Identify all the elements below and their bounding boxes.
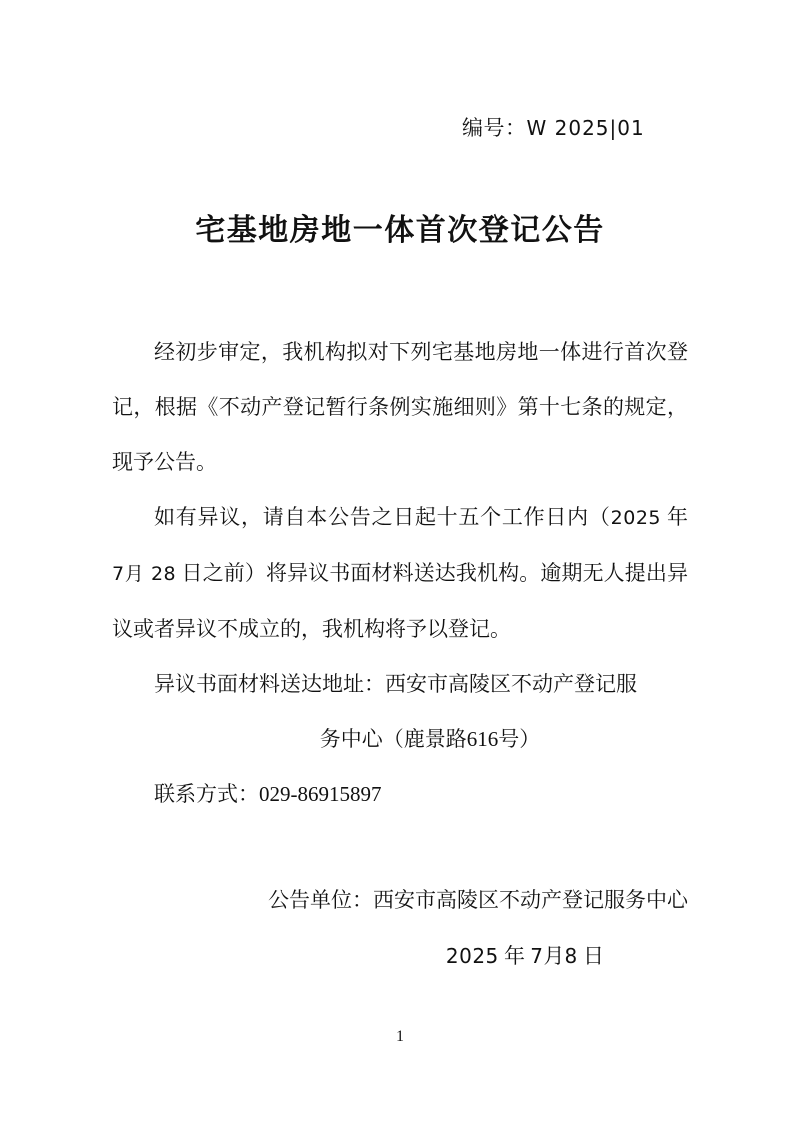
paragraph-objection	[112, 490, 688, 657]
objection-month-day: 7月 28	[112, 563, 177, 585]
objection-day-unit: 日之前）	[181, 561, 266, 585]
contact-value: 029-86915897	[259, 782, 382, 806]
document-body	[112, 325, 688, 822]
page-number: 1	[396, 1028, 404, 1045]
document-number-value: W 2025|01	[526, 116, 645, 140]
contact-line	[112, 767, 688, 822]
issue-date-year: 2025	[445, 944, 499, 968]
address-line-2: 务中心（鹿景路616号）	[319, 727, 541, 751]
issue-date-month-unit: 月	[543, 944, 565, 968]
signature-block	[112, 872, 688, 984]
document-number	[462, 112, 645, 142]
contact-label: 联系方式：	[154, 782, 259, 806]
objection-suffix: 将异议书面材料送达我机构。逾期无人提出异议或者异议不成立的，我机构将予以登记。	[112, 561, 689, 641]
page-title: 宅基地房地一体首次登记公告	[195, 213, 605, 248]
issue-date-day-unit: 日	[583, 944, 604, 968]
document-number-label: 编号：	[462, 116, 527, 140]
issue-date-month: 7	[530, 944, 544, 968]
issue-date-year-unit: 年	[504, 944, 526, 968]
issue-date-day: 8	[564, 944, 578, 968]
objection-year: 2025	[610, 507, 662, 529]
issuer-value: 西安市高陵区不动产登记服务中心	[373, 888, 688, 912]
issuer-line	[112, 872, 688, 928]
address-line-1: 异议书面材料送达地址：西安市高陵区不动产登记服	[154, 672, 637, 696]
issuer-label: 公告单位：	[268, 888, 373, 912]
objection-year-unit: 年	[667, 505, 689, 529]
objection-prefix: 如有异议，请自本公告之日起十五个工作日内（	[154, 505, 611, 529]
paragraph-approval: 经初步审定，我机构拟对下列宅基地房地一体进行首次登记，根据《不动产登记暂行条例实施细则》第十七条的规定，现予公告。	[112, 340, 688, 474]
issue-date-line	[112, 928, 688, 984]
address-block	[112, 657, 688, 767]
